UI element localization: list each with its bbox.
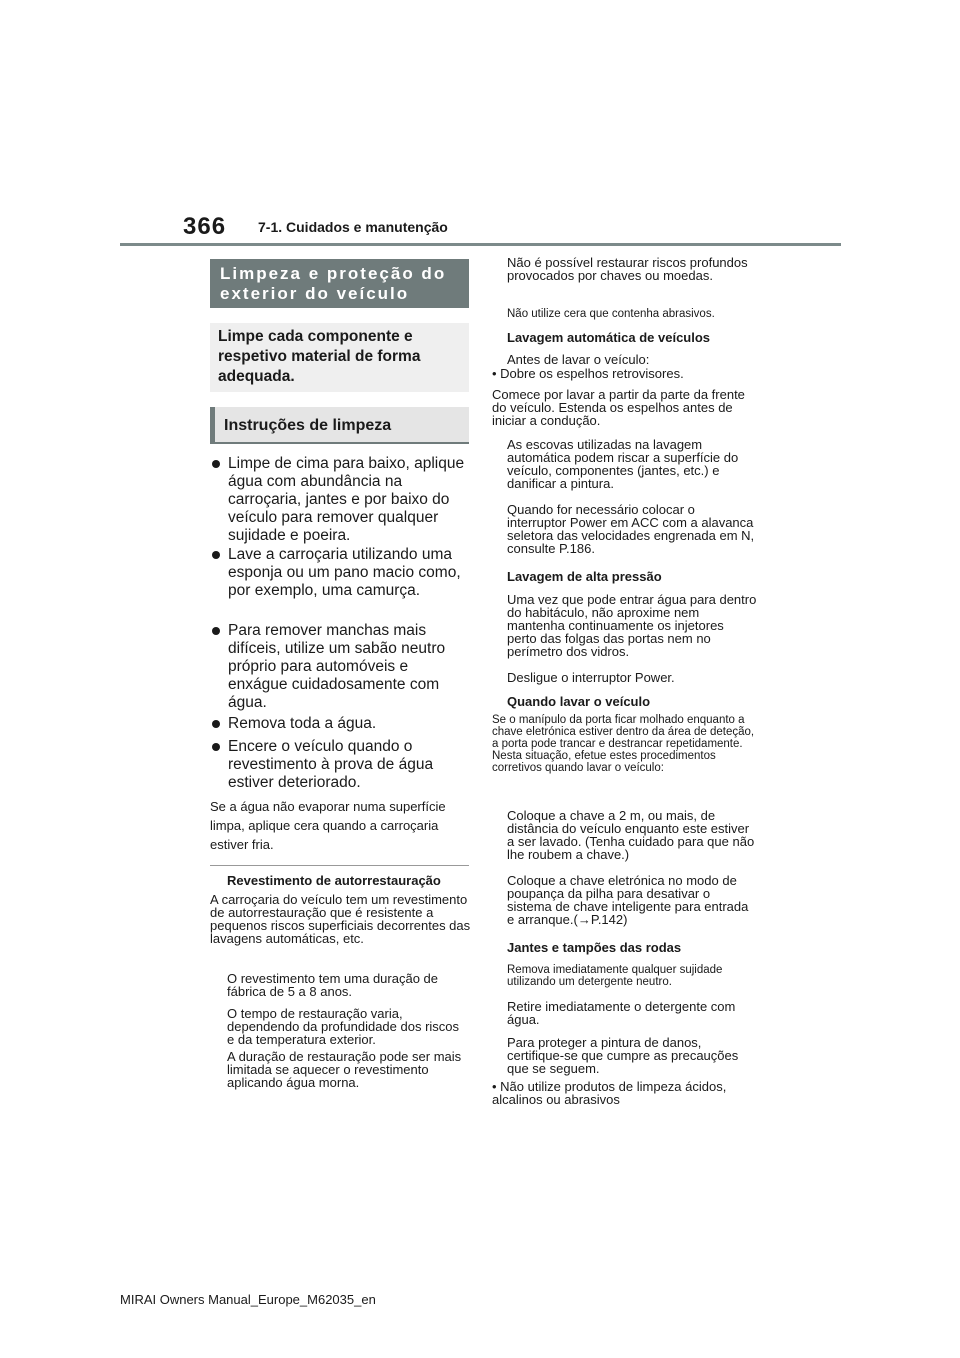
coating-item: O tempo de restauração varia, dependendo da profundidade dos riscos e da temperatura exterior.	[227, 1006, 460, 1047]
start-front-text: Comece por lavar a partir da parte da frente do veículo. Estenda os espelhos antes de iniciar a condução.	[492, 387, 745, 428]
bullet-icon	[212, 720, 220, 728]
bullet-icon	[212, 460, 220, 468]
wheels-heading: Jantes e tampões das rodas	[507, 940, 682, 955]
coating-item: A duração de restauração pode ser mais limitada se aquecer o revestimento aplicando água morna.	[227, 1049, 462, 1090]
protect-paint-text: Para proteger a pintura de danos, certifique-se que cumpre as precauções que se seguem.	[507, 1035, 739, 1076]
section-title: 7-1. Cuidados e manutenção	[258, 219, 448, 235]
bullet-item: Remova toda a água.	[212, 715, 468, 733]
when-wash-text: Se o manípulo da porta ficar molhado enquanto a chave eletrónica estiver dentro da área de deteção, a porta pode trancar e destrancar repetidamente. Nesta situação, efetue estes procedimentos corretivos quando lavar o veículo:	[492, 714, 755, 774]
bullet-item: Lave a carroçaria utilizando uma esponja ou um pano macio como, por exemplo, uma camurça.	[212, 546, 468, 600]
coating-heading: Revestimento de autorrestauração	[227, 873, 441, 888]
key-saving-text: Coloque a chave eletrónica no modo de poupança da pilha para desativar o sistema de chave inteligente para entrada e arranque.(→P.142)	[507, 873, 749, 927]
wax-note: Se a água não evaporar numa superfície limpa, aplique cera quando a carroçaria estiver fria.	[210, 799, 446, 852]
bullet-item: Para remover manchas mais difíceis, utilize um sabão neutro próprio para automóveis e enxágue cuidadosamente com água.	[212, 622, 468, 712]
no-acid-text: • Não utilize produtos de limpeza ácidos, alcalinos ou abrasivos	[492, 1079, 727, 1107]
before-wash-text: Antes de lavar o veículo:	[507, 352, 650, 367]
brushes-text: As escovas utilizadas na lavagem automática podem riscar a superfície do veículo, componentes (jantes, etc.) e danificar a pintura.	[507, 437, 739, 491]
high-pressure-heading: Lavagem de alta pressão	[507, 569, 662, 584]
wheels-text: Remova imediatamente qualquer sujidade utilizando um detergente neutro.	[507, 964, 723, 988]
coating-item: O revestimento tem uma duração de fábrica de 5 a 8 anos.	[227, 971, 438, 999]
power-acc-text: Quando for necessário colocar o interruptor Power em ACC com a alavanca seletora das velocidades engrenada em N, consulte P.186.	[507, 502, 755, 556]
fold-mirrors-text: • Dobre os espelhos retrovisores.	[492, 366, 684, 381]
bullet-item: Limpe de cima para baixo, aplique água com abundância na carroçaria, jantes e por baixo do veículo para remover qualquer sujidade e poeira.	[212, 455, 468, 545]
note-divider	[210, 865, 469, 866]
abrasive-wax-text: Não utilize cera que contenha abrasivos.	[507, 308, 715, 320]
when-wash-heading: Quando lavar o veículo	[507, 694, 651, 709]
remove-detergent-text: Retire imediatamente o detergente com água.	[507, 999, 736, 1027]
bullet-item: Encere o veículo quando o revestimento à prova de água estiver deteriorado.	[212, 738, 468, 792]
auto-wash-heading: Lavagem automática de veículos	[507, 330, 711, 345]
deep-scratches-text: Não é possível restaurar riscos profundos provocados por chaves ou moedas.	[507, 255, 748, 283]
power-off-text: Desligue o interruptor Power.	[507, 670, 675, 685]
main-title: Limpeza e proteção do exterior do veículo	[210, 259, 469, 308]
sub-title: Instruções de limpeza	[210, 407, 469, 444]
footer-manual-name: MIRAI Owners Manual_Europe_M62035_en	[120, 1292, 376, 1307]
page-number: 366	[183, 213, 227, 240]
coating-text: A carroçaria do veículo tem um revestimento de autorrestauração que é resistente a pequenos riscos superficiais decorrentes das lavagens automáticas, etc.	[210, 892, 471, 946]
header-divider	[120, 243, 841, 246]
high-pressure-text: Uma vez que pode entrar água para dentro do habitáculo, não aproxime nem mantenha continuamente os injetores perto das folgas das portas nem no perímetro dos vidros.	[507, 592, 757, 659]
bullet-icon	[212, 743, 220, 751]
bullet-icon	[212, 551, 220, 559]
intro-box: Limpe cada componente e respetivo material de forma adequada.	[210, 323, 469, 392]
bullet-icon	[212, 627, 220, 635]
key-distance-text: Coloque a chave a 2 m, ou mais, de distância do veículo enquanto este estiver a ser lavado. (Tenha cuidado para que não lhe roubem a chave.)	[507, 808, 755, 862]
